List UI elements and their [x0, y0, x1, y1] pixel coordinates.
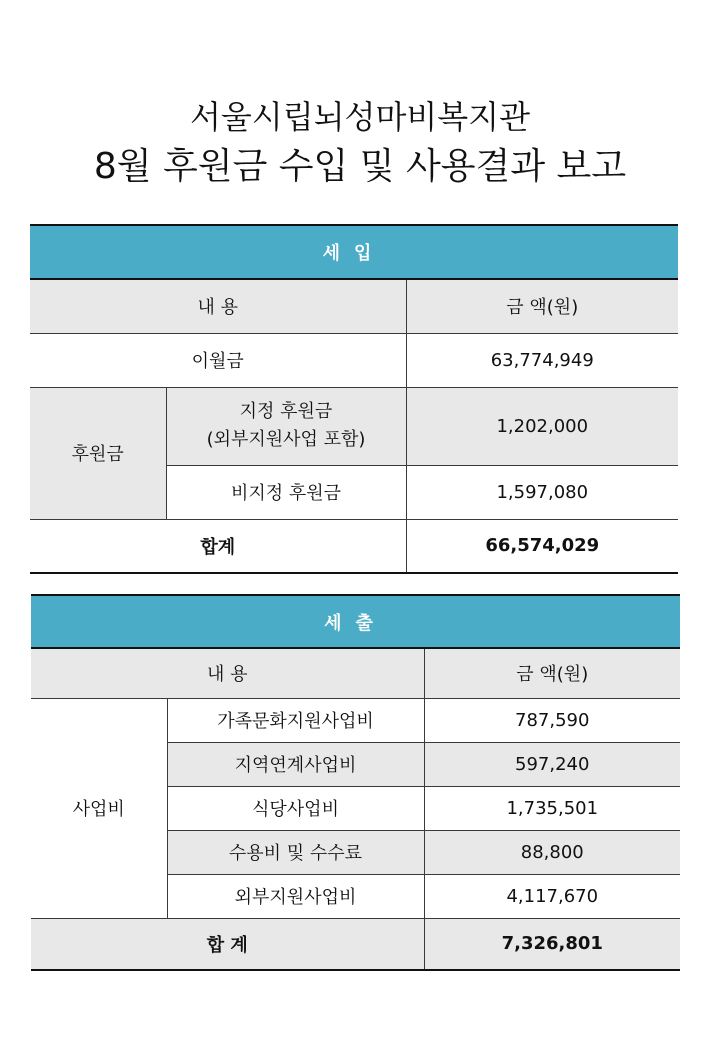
income-col-content: 내 용 — [30, 279, 406, 333]
expense-item-label: 수용비 및 수수료 — [167, 830, 424, 874]
expense-total-amount: 7,326,801 — [424, 918, 680, 970]
expense-item-amount: 4,117,670 — [424, 874, 680, 918]
org-title: 서울시립뇌성마비복지관 — [189, 98, 531, 136]
donation-group-label: 후원금 — [30, 387, 166, 519]
income-total-amount: 66,574,029 — [406, 519, 678, 573]
expense-table — [31, 594, 680, 971]
income-table — [30, 224, 678, 574]
carryover-amount: 63,774,949 — [406, 333, 678, 387]
designated-label-line1: 지정 후원금 — [239, 401, 333, 422]
report-title: 8월 후원금 수입 및 사용결과 보고 — [93, 146, 627, 187]
expense-item-label: 외부지원사업비 — [167, 874, 424, 918]
designated-amount: 1,202,000 — [406, 387, 678, 465]
nondesignated-label: 비지정 후원금 — [166, 465, 406, 519]
income-total-label: 합계 — [30, 519, 406, 573]
expense-header: 세출 — [31, 595, 680, 648]
expense-item-amount: 1,735,501 — [424, 786, 680, 830]
expense-item-label: 지역연계사업비 — [167, 742, 424, 786]
nondesignated-amount: 1,597,080 — [406, 465, 678, 519]
expense-item-label: 가족문화지원사업비 — [167, 698, 424, 742]
expense-total-label: 합 계 — [31, 918, 424, 970]
expense-col-amount: 금 액(원) — [424, 648, 680, 698]
designated-label-line2: (외부지원사업 포함) — [206, 429, 366, 450]
expense-item-amount: 88,800 — [424, 830, 680, 874]
income-header: 세입 — [30, 225, 678, 279]
expense-item-amount: 787,590 — [424, 698, 680, 742]
income-col-amount: 금 액(원) — [406, 279, 678, 333]
carryover-label: 이월금 — [30, 333, 406, 387]
expense-group-label: 사업비 — [31, 698, 167, 918]
expense-item-label: 식당사업비 — [167, 786, 424, 830]
expense-col-content: 내 용 — [31, 648, 424, 698]
designated-label — [166, 387, 406, 465]
expense-item-amount: 597,240 — [424, 742, 680, 786]
